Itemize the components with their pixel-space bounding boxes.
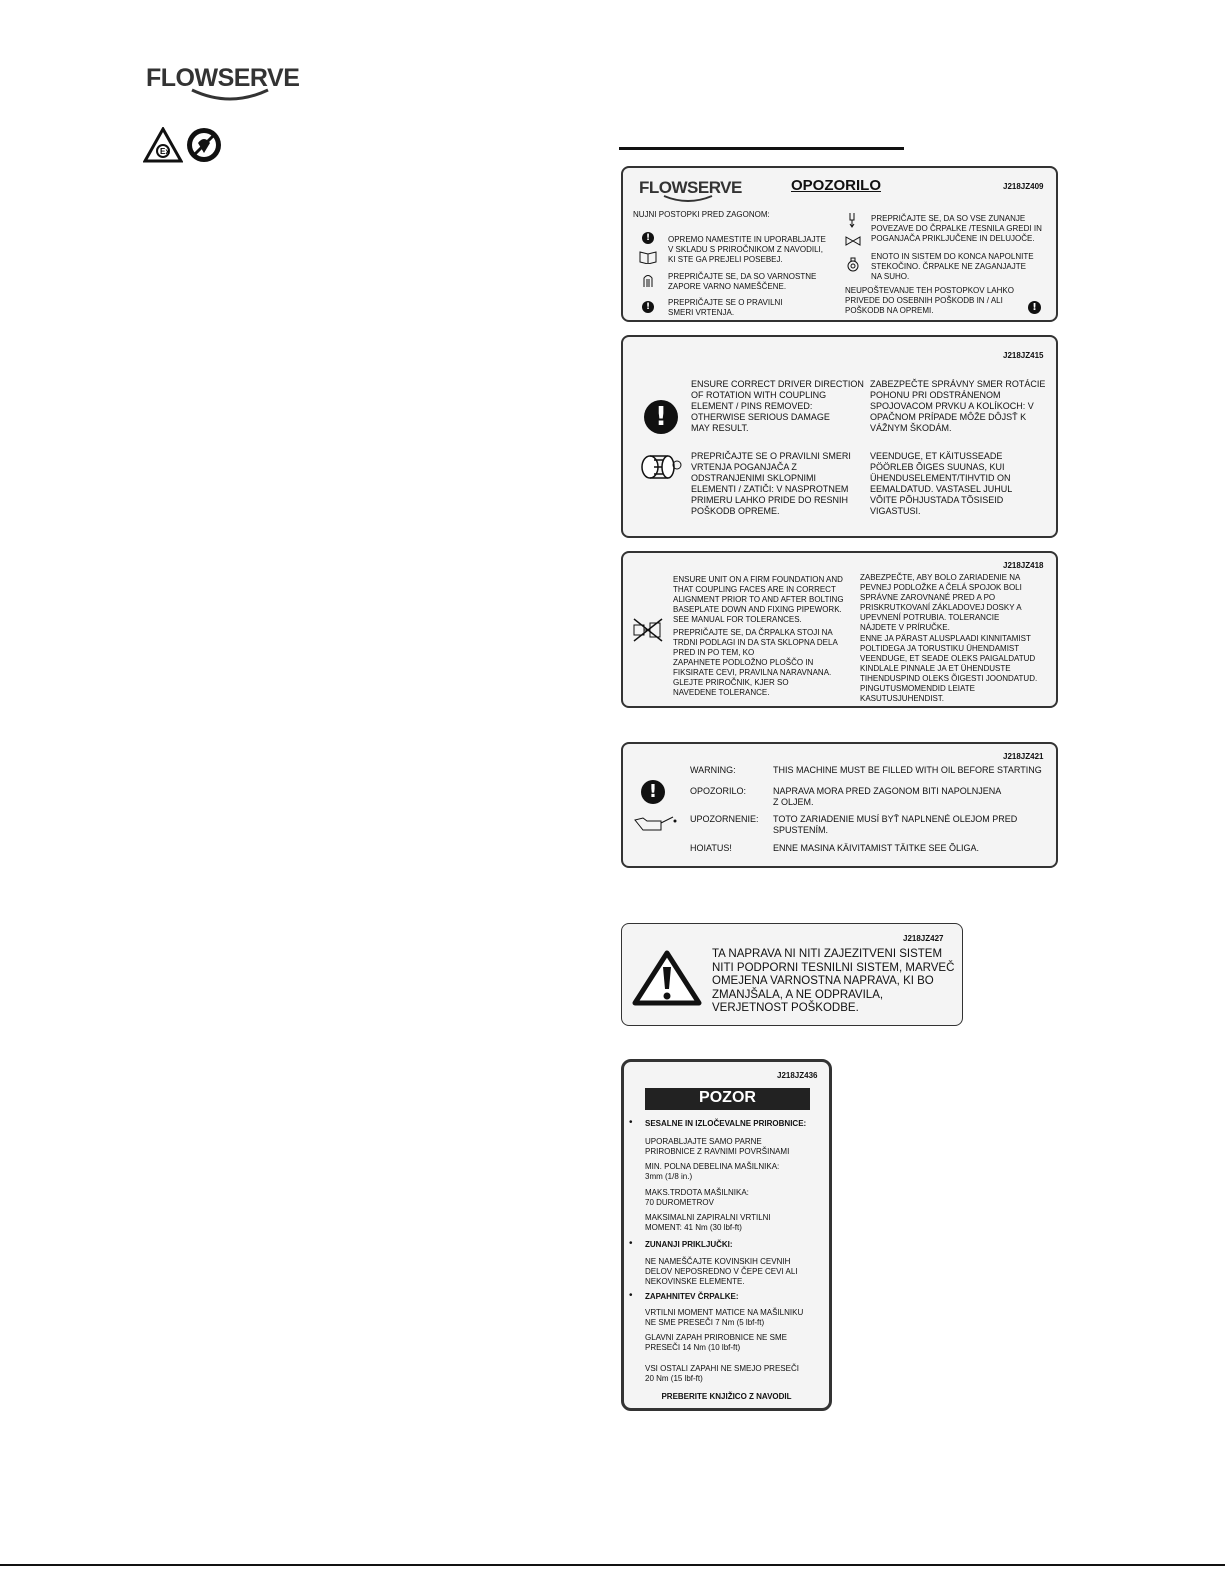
label-logo-swoosh	[663, 195, 713, 203]
label-limited-safety	[621, 923, 963, 1026]
section-heading-1: SESALNE IN IZLOČEVALNE PRIROBNICE:	[645, 1119, 807, 1128]
label-text: TA NAPRAVA NI NITI ZAJEZITVENI SISTEM NITI PODPORNI TESNILNI SISTEM, MARVEČ OMEJENA VARNOSTNA NAPRAVA, KI BO ZMANJŠALA, A NE ODPRAVILA, VERJETNOST POŠKODBE.	[712, 948, 955, 1014]
paragraph-7: GLAVNI ZAPAH PRIROBNICE NE SME PRESEČI 14 Nm (10 lbf-ft)	[645, 1333, 787, 1352]
manual-book-icon	[639, 250, 657, 264]
label-title: OPOZORILO	[791, 177, 881, 194]
paragraph-1: UPORABLJAJTE SAMO PARNE PRIROBNICE Z RAVNIMI POVRŠINAMI	[645, 1137, 790, 1156]
label-intro: NUJNI POSTOPKI PRED ZAGONOM:	[633, 210, 770, 219]
alignment-icon	[632, 617, 664, 643]
oil-can-icon	[633, 813, 677, 831]
explosion-hazard-icon	[143, 127, 183, 163]
paragraph-8: VSI OSTALI ZAPAHI NE SMEJO PRESEČI 20 Nm (15 lbf-ft)	[645, 1364, 799, 1383]
coupling-icon	[640, 454, 684, 480]
sk-text: ZABEZPEČTE SPRÁVNY SMER ROTÁCIE POHONU PRI ODSTRÁNENOM SPOJOVACOM PRVKU A KOLÍKOCH: V OPAČNOM PRÍPADE MÔŽE DÔJSŤ K VÁŽNYM ŠKODÁM.	[870, 379, 1046, 433]
label-alignment	[621, 551, 1058, 708]
label-code: J218JZ409	[1003, 182, 1044, 191]
warning-text: THIS MACHINE MUST BE FILLED WITH OIL BEFORE STARTING	[773, 765, 1042, 775]
fill-gauge-icon	[846, 257, 860, 273]
paragraph-5: NE NAMEŠČAJTE KOVINSKIH CEVNIH DELOV NEPOSREDNO V ČEPE CEVI ALI NEKOVINSKE ELEMENTE.	[645, 1257, 798, 1286]
footer-rule	[0, 1564, 1225, 1566]
label-code: J218JZ427	[903, 934, 944, 943]
right-item-3: NEUPOŠTEVANJE TEH POSTOPKOV LAHKO PRIVEDE DO OSEBNIH POŠKODB IN / ALI POŠKODB NA OPREMI.	[845, 286, 1014, 315]
bullet-1: •	[629, 1117, 633, 1128]
exclamation-icon: !	[1028, 301, 1041, 314]
bullet-2: •	[629, 1238, 633, 1249]
et-text: ENNE JA PÄRAST ALUSPLAADI KINNITAMIST POLTIDEGA JA TORUSTIKU ÜHENDAMIST VEENDUGE, ET SEADE OLEKS PAIGALDATUD KINDLALE PINNALE JA ET ÜHENDUSTE TIHENDUSPIND OLEKS ÕIGESTI JOONDATUD. PINGUTUSMOMENDID LEIATE KASUTUSJUHENDIST.	[860, 634, 1038, 703]
exclamation-icon: !	[642, 301, 654, 313]
warning-triangle-icon	[631, 949, 703, 1007]
hoiatus-text: ENNE MASINA KÄIVITAMIST TÄITKE SEE ÕLIGA.	[773, 843, 980, 853]
right-item-1: PREPRIČAJTE SE, DA SO VSE ZUNANJE POVEZAVE DO ČRPALKE /TESNILA GREDI IN POGANJAČA PRIKLJUČENE IN DELUJOČE.	[871, 214, 1042, 243]
label-code: J218JZ436	[777, 1071, 818, 1080]
section-heading-3: ZAPAHNITEV ČRPALKE:	[645, 1292, 739, 1301]
right-item-2: ENOTO IN SISTEM DO KONCA NAPOLNITE STEKOČINO. ČRPALKE NE ZAGANJAJTE NA SUHO.	[871, 252, 1034, 281]
exclamation-icon: !	[642, 232, 654, 244]
label-rotation	[621, 335, 1058, 538]
left-item-2: PREPRIČAJTE SE, DA SO VARNOSTNE ZAPORE VARNO NAMEŠČENE.	[668, 272, 817, 291]
label-oil	[621, 742, 1058, 868]
en-text: ENSURE UNIT ON A FIRM FOUNDATION AND THAT COUPLING FACES ARE IN CORRECT ALIGNMENT PRIOR TO AND AFTER BOLTING BASEPLATE DOWN AND FIXING PIPEWORK. SEE MANUAL FOR TOLERANCES.	[673, 575, 844, 624]
label-opozorilo	[621, 166, 1058, 322]
opozorilo-text: NAPRAVA MORA PRED ZAGONOM BITI NAPOLNJENA Z OLJEM.	[773, 786, 1002, 807]
sk-text: ZABEZPEČTE, ABY BOLO ZARIADENIE NA PEVNEJ PODLOŽKE A ČELÁ SPOJOK BOLI SPRÁVNE ZAROVNANÉ PRED A PO PRISKRUTKOVANÍ ZÁKLADOVEJ DOSKY A UPEVNENÍ POTRUBIA. TOLERANCIE NÁJDETE V PRÍRUČKE.	[860, 573, 1022, 632]
sl-text: PREPRIČAJTE SE O PRAVILNI SMERI VRTENJA POGANJAČA Z ODSTRANJENIMI SKLOPNIMI ELEMENTI / ZATIČI: V NASPROTNEM PRIMERU LAHKO PRIDE DO RESNIH POŠKODB OPREME.	[691, 451, 851, 516]
label-code: J218JZ421	[1003, 752, 1044, 761]
pozor-title: POZOR	[699, 1089, 756, 1106]
label-flowserve-logo: FLOWSERVE	[639, 178, 742, 197]
paragraph-2: MIN. POLNA DEBELINA MAŠILNIKA: 3mm (1/8 in.)	[645, 1162, 780, 1181]
bullet-3: •	[629, 1290, 633, 1301]
flowserve-logo: FLOWSERVE	[146, 64, 300, 92]
left-item-1: OPREMO NAMESTITE IN UPORABLJAJTE V SKLADU S PRIROČNIKOM Z NAVODILI, KI STE GA PREJELI POSEBEJ.	[668, 235, 826, 264]
opozorilo-term: OPOZORILO:	[690, 786, 747, 796]
section-heading-2: ZUNANJI PRIKLJUČKI:	[645, 1240, 733, 1249]
et-text: VEENDUGE, ET KÄITUSSEADE PÖÖRLEB ÕIGES SUUNAS, KUI ÜHENDUSELEMENT/TIHVTID ON EEMALDATUD. VASTASEL JUHUL VÕITE PÕHJUSTADA TÕSISEID VIGASTUSI.	[870, 451, 1013, 516]
sl-text: PREPRIČAJTE SE, DA ČRPALKA STOJI NA TRDNI PODLAGI IN DA STA SKLOPNA DELA PRED IN PO TEM, KO ZAPAHNETE PODLOŽNO PLOŠČO IN FIKSIRATE CEVI, PRAVILNA NARAVNANA. GLEJTE PRIROČNIK, KJER SO NAVEDENE TOLERANCE.	[673, 628, 838, 697]
connection-icon	[847, 212, 857, 228]
section-rule	[619, 147, 904, 150]
label-pozor	[621, 1059, 832, 1411]
paragraph-4: MAKSIMALNI ZAPIRALNI VRTILNI MOMENT: 41 Nm (30 lbf-ft)	[645, 1213, 771, 1232]
warning-term: WARNING:	[690, 765, 736, 775]
label-footer: PREBERITE KNJIŽICO Z NAVODIL	[661, 1392, 792, 1401]
exclamation-icon: !	[644, 400, 678, 434]
paragraph-6: VRTILNI MOMENT MATICE NA MAŠILNIKU NE SME PRESEČI 7 Nm (5 lbf-ft)	[645, 1308, 804, 1327]
exclamation-icon: !	[641, 780, 665, 804]
hoiatus-term: HOIATUS!	[690, 843, 732, 853]
label-code: J218JZ418	[1003, 561, 1044, 570]
upozornenie-text: TOTO ZARIADENIE MUSÍ BYŤ NAPLNENÉ OLEJOM PRED SPUSTENÍM.	[773, 814, 1018, 835]
guard-icon	[642, 274, 654, 288]
svg-text:Ex: Ex	[160, 147, 170, 156]
logo-swoosh	[190, 88, 270, 104]
paragraph-3: MAKS.TRDOTA MAŠILNIKA: 70 DUROMETROV	[645, 1188, 749, 1207]
upozornenie-term: UPOZORNENIE:	[690, 814, 759, 824]
valve-icon	[845, 236, 861, 246]
left-item-3: PREPRIČAJTE SE O PRAVILNI SMERI VRTENJA.	[668, 298, 783, 317]
label-code: J218JZ415	[1003, 351, 1044, 360]
no-pacemaker-icon	[185, 126, 223, 164]
en-text: ENSURE CORRECT DRIVER DIRECTION OF ROTATION WITH COUPLING ELEMENT / PINS REMOVED: OTHERWISE SERIOUS DAMAGE MAY RESULT.	[691, 379, 864, 433]
